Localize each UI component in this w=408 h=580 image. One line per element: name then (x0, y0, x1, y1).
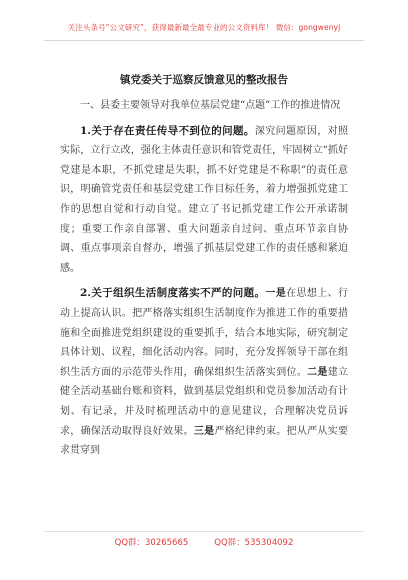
section-2-marker-3: 三是 (193, 425, 215, 437)
section-1-heading: 1.关于存在责任传导不到位的问题。 (80, 124, 255, 137)
section-2-part-2: 建立健全活动基础台账和资料，做到基层党组织和党员参加活动有计划、有记录，并及时梳理活动中的意见建议，合理解决党员诉求，确保活动取得良好效果。 (60, 366, 349, 437)
section-2-part-1: 在思想上、行动上提高认识。把严格落实组织生活制度作为推进工作的重要措施和全面推进党组织建设的重要抓手，结合本地实际，研究制定具体计划、议程，细化活动内容。同时，充分发挥领导干部在组织生活方面的示范带头作用，确保组织生活落实到位。 (60, 288, 349, 378)
footer-divider (44, 531, 364, 532)
section-2-part-3: 严格纪律约束。把从严从实要求贯穿到 (60, 425, 349, 457)
footer-qq-group-1: QQ群：30265665 (114, 538, 189, 548)
document-body (60, 96, 348, 461)
section-1-body: 深究问题原因，对照实际，立行立改，强化主体责任意识和管党责任，牢固树立“抓好党建是本职，不抓党建是失职，抓不好党建是不称职”的责任意识，明确管党责任和基层党建工作目标任务，着力增强抓党建工作的思想自觉和行动自觉。建立了书记抓党建工作公开承诺制度；重要工作亲自部署、重大问题亲自过问、重点环节亲自协调、重点事项亲自督办，增强了抓基层党建工作的责任感和紧迫感。 (60, 125, 349, 274)
promo-banner: 关注头条号“公文研究”，获得最新最全最专业的公文资料库！ 微信：gongwenyj (67, 23, 341, 32)
section-2-marker-1: 一是 (265, 288, 287, 300)
footer (0, 536, 408, 548)
intro-paragraph: 一、县委主要领导对我单位基层党建“点题”工作的推进情况 (80, 100, 341, 111)
header-divider (44, 40, 364, 41)
footer-qq-group-2: QQ群：535304092 (214, 538, 294, 548)
section-2-paragraph (60, 284, 348, 460)
section-1-paragraph (60, 122, 348, 279)
section-2-heading: 2.关于组织生活制度落实不严的问题。 (80, 287, 266, 300)
document-title: 镇党委关于巡察反馈意见的整改报告 (120, 74, 288, 86)
section-2-marker-2: 二是 (307, 366, 328, 378)
